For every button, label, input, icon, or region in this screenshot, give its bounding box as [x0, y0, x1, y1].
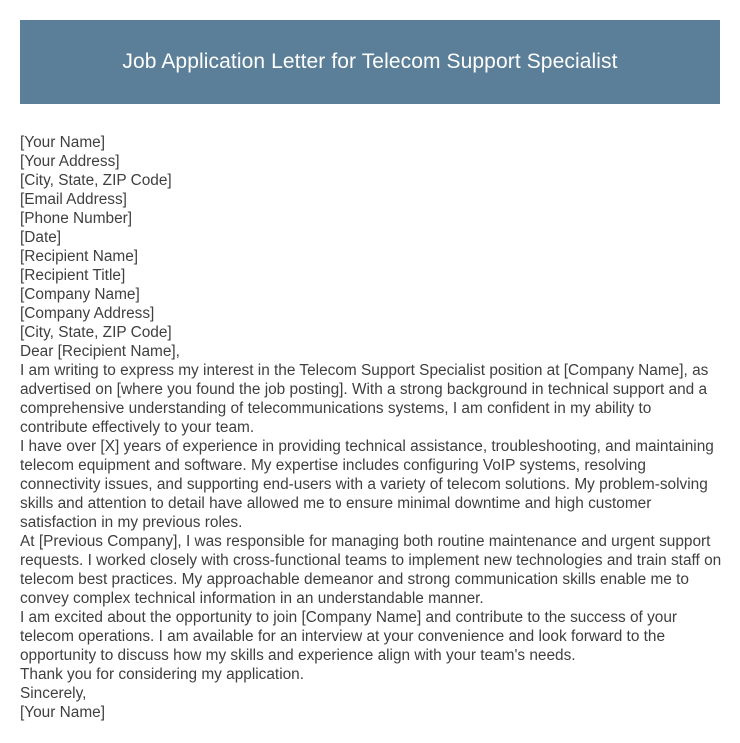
page-title: Job Application Letter for Telecom Support Specialist	[122, 50, 618, 73]
closing: Sincerely,	[20, 685, 87, 702]
sender-name: [Your Name]	[20, 134, 105, 151]
recipient-name: [Recipient Name]	[20, 248, 139, 265]
recipient-company: [Company Name]	[20, 286, 140, 303]
paragraph-previous-role: At [Previous Company], I was responsible for managing both routine maintenance and urgent support requests. I worked closely with cross-functional teams to implement new technologies and train staff on telecom best practices. My approachable demeanor and strong communication skills enable me to convey complex technical information in an understandable manner.	[20, 533, 722, 607]
sender-address: [Your Address]	[20, 153, 120, 170]
paragraph-thanks: Thank you for considering my application.	[20, 666, 305, 683]
sender-city-state-zip: [City, State, ZIP Code]	[20, 172, 172, 189]
title-banner	[20, 20, 720, 104]
paragraph-introduction: I am writing to express my interest in the Telecom Support Specialist position at [Company Name], as advertised on [where you found the job posting]. With a strong background in technical support and a comprehensive understanding of telecommunications systems, I am confident in my ability to contribute effectively to your team.	[20, 362, 709, 436]
sender-phone: [Phone Number]	[20, 210, 133, 227]
sender-email: [Email Address]	[20, 191, 127, 208]
letter-date: [Date]	[20, 229, 62, 246]
recipient-address: [Company Address]	[20, 305, 155, 322]
salutation: Dear [Recipient Name],	[20, 343, 180, 360]
paragraph-experience: I have over [X] years of experience in providing technical assistance, troubleshooting, and maintaining telecom equipment and software. My expertise includes configuring VoIP systems, resolving connectivity issues, and supporting end-users with a variety of telecom solutions. My problem-solving skills and attention to detail have allowed me to ensure minimal downtime and high customer satisfaction in my previous roles.	[20, 438, 714, 531]
recipient-city-state-zip: [City, State, ZIP Code]	[20, 324, 172, 341]
signature: [Your Name]	[20, 704, 105, 721]
paragraph-interest: I am excited about the opportunity to join [Company Name] and contribute to the success of your telecom operations. I am available for an interview at your convenience and look forward to the opportunity to discuss how my skills and experience align with your team's needs.	[20, 609, 678, 664]
recipient-title: [Recipient Title]	[20, 267, 126, 284]
letter-body	[20, 133, 722, 722]
